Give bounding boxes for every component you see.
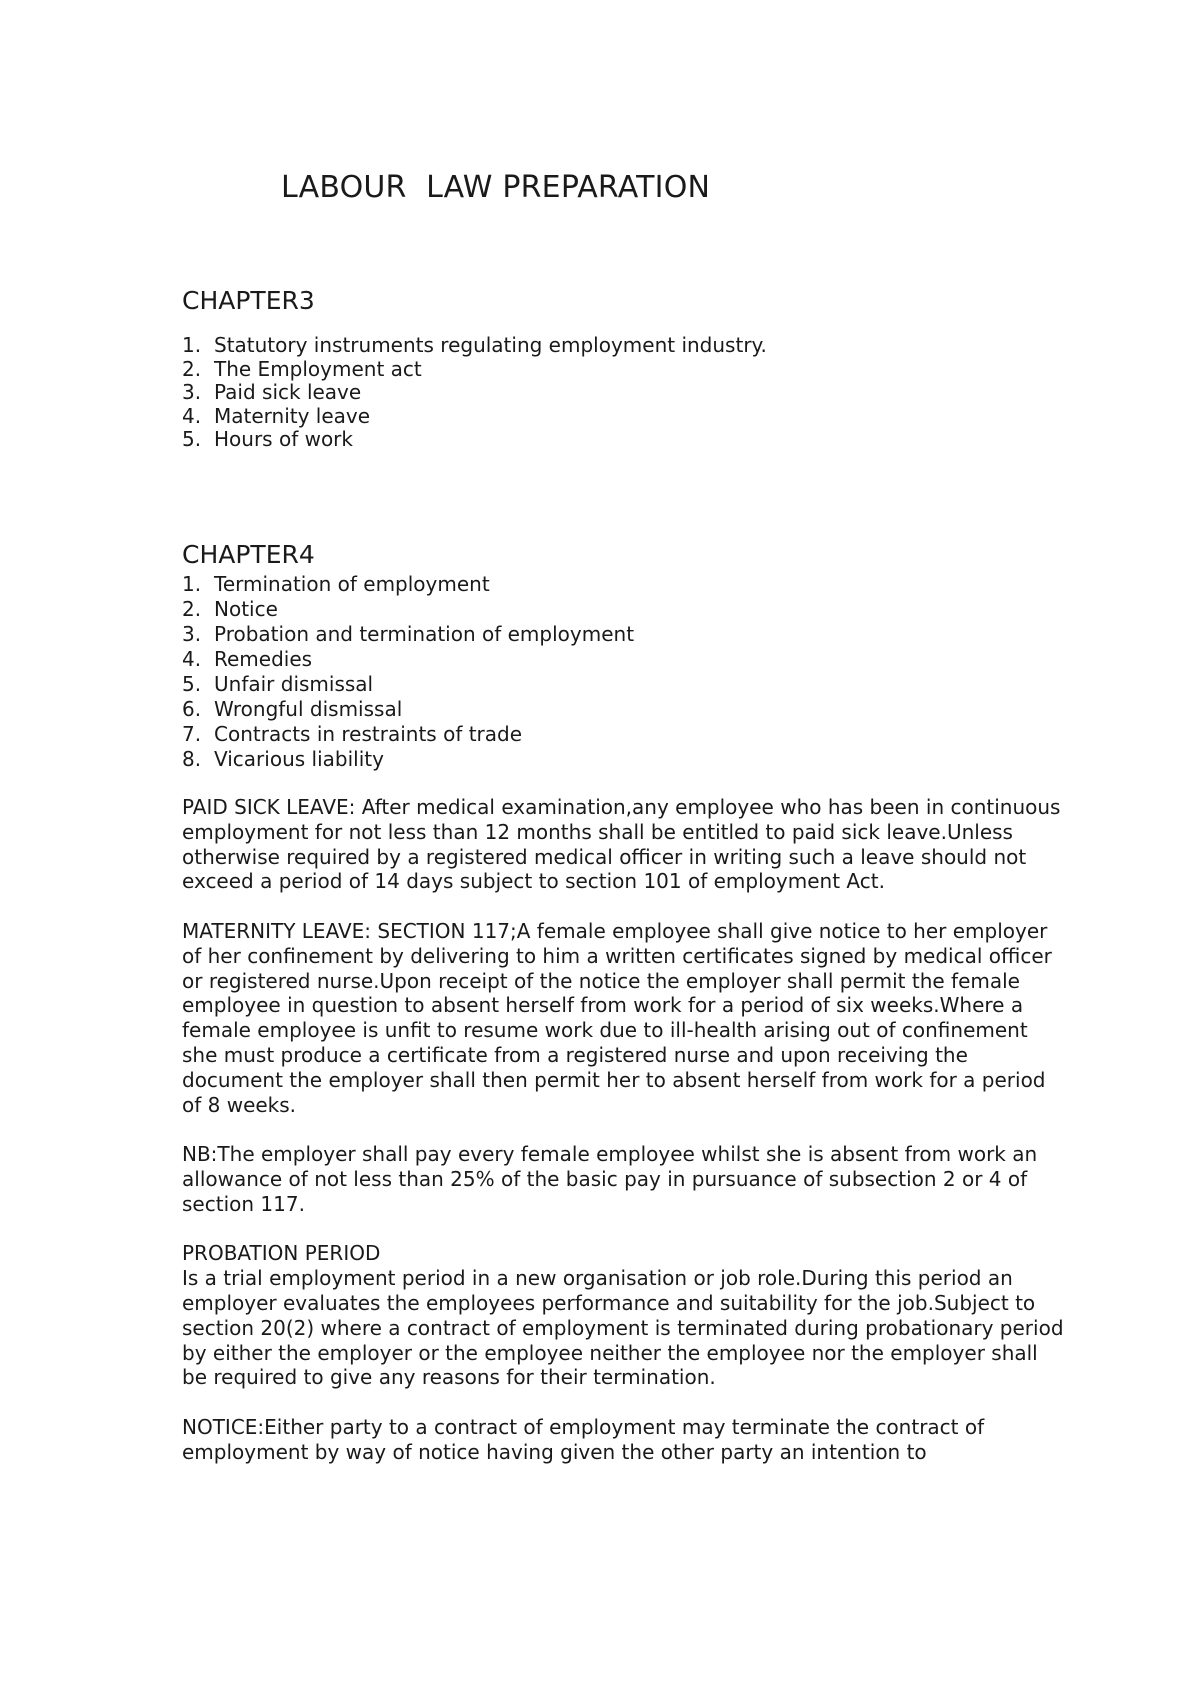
list-item — [182, 572, 1062, 597]
list-item — [182, 358, 1062, 382]
list-item-text: Probation and termination of employment — [214, 622, 635, 646]
list-item-number: 2. — [182, 597, 202, 621]
list-item — [182, 672, 1062, 697]
list-item — [182, 334, 1062, 358]
list-item-number: 2. — [182, 356, 202, 381]
list-item — [182, 597, 1062, 622]
chapter-3-list — [182, 334, 1062, 452]
chapter-3-section — [182, 286, 1062, 452]
list-item — [182, 747, 1062, 772]
chapter-4-heading: CHAPTER4 — [182, 540, 315, 569]
paid-sick-leave-paragraph: PAID SICK LEAVE: After medical examination,any employee who has been in continuous employment for not less than 12 months shall be entitled to paid sick leave.Unless otherwise required by a registered medical officer in writing such a leave should not exceed a period of 14 days subject to section 101 of employment Act. — [182, 795, 1061, 894]
list-item-number: 3. — [182, 380, 202, 404]
list-item-text: Statutory instruments regulating employment industry. — [214, 333, 767, 357]
list-item — [182, 697, 1062, 722]
list-item-text: Paid sick leave — [214, 380, 362, 404]
notice-paragraph: NOTICE:Either party to a contract of employment may terminate the contract of employment by way of notice having given the other party an intention to — [182, 1414, 985, 1464]
list-item — [182, 405, 1062, 429]
list-item-number: 7. — [182, 722, 202, 746]
list-item-number: 1. — [182, 572, 202, 596]
list-item — [182, 381, 1062, 405]
list-item-text: Hours of work — [214, 427, 353, 451]
chapter-3-heading: CHAPTER3 — [182, 286, 315, 315]
list-item-number: 5. — [182, 427, 202, 451]
list-item — [182, 722, 1062, 747]
body-text — [182, 795, 1067, 1489]
nb-paragraph: NB:The employer shall pay every female employee whilst she is absent from work an allowance of not less than 25% of the basic pay in pursuance of subsection 2 or 4 of section 117. — [182, 1142, 1038, 1216]
list-item-text: Contracts in restraints of trade — [214, 722, 523, 746]
list-item-number: 5. — [182, 672, 202, 696]
probation-paragraph: Is a trial employment period in a new organisation or job role.During this period an employer evaluates the employees performance and suitability for the job.Subject to section 20(2) where a contract of employment is terminated during probationary period by either the employer or the employee neither the employee nor the employer shall be required to give any reasons for their termination. — [182, 1266, 1064, 1390]
list-item-number: 1. — [182, 333, 202, 357]
list-item — [182, 428, 1062, 452]
probation-heading: PROBATION PERIOD — [182, 1241, 381, 1266]
document-title: LABOUR LAW PREPARATION — [281, 170, 711, 205]
list-item-text: Vicarious liability — [214, 747, 384, 771]
list-item-text: Remedies — [214, 647, 313, 671]
list-item-number: 4. — [182, 647, 202, 671]
list-item-number: 4. — [182, 403, 202, 428]
list-item-text: Maternity leave — [214, 403, 371, 428]
list-item — [182, 647, 1062, 672]
list-item-number: 8. — [182, 747, 202, 771]
list-item-number: 6. — [182, 697, 202, 721]
list-item-text: The Employment act — [214, 356, 422, 381]
maternity-leave-paragraph: MATERNITY LEAVE: SECTION 117;A female employee shall give notice to her employer of her confinement by delivering to him a written certificates signed by medical officer or registered nurse.Upon receipt of the notice the employer shall permit the female employee in question to absent herself from work for a period of six weeks.Where a female employee is unfit to resume work due to ill-health arising out of confinement she must produce a certificate from a registered nurse and upon receiving the document the employer shall then permit her to absent herself from work for a period of 8 weeks. — [182, 918, 1052, 1117]
list-item — [182, 622, 1062, 647]
chapter-4-section — [182, 540, 1062, 772]
list-item-number: 3. — [182, 622, 202, 646]
list-item-text: Wrongful dismissal — [214, 697, 403, 721]
list-item-text: Unfair dismissal — [214, 672, 374, 696]
list-item-text: Notice — [214, 597, 278, 621]
chapter-4-list — [182, 572, 1062, 772]
list-item-text: Termination of employment — [214, 572, 490, 596]
